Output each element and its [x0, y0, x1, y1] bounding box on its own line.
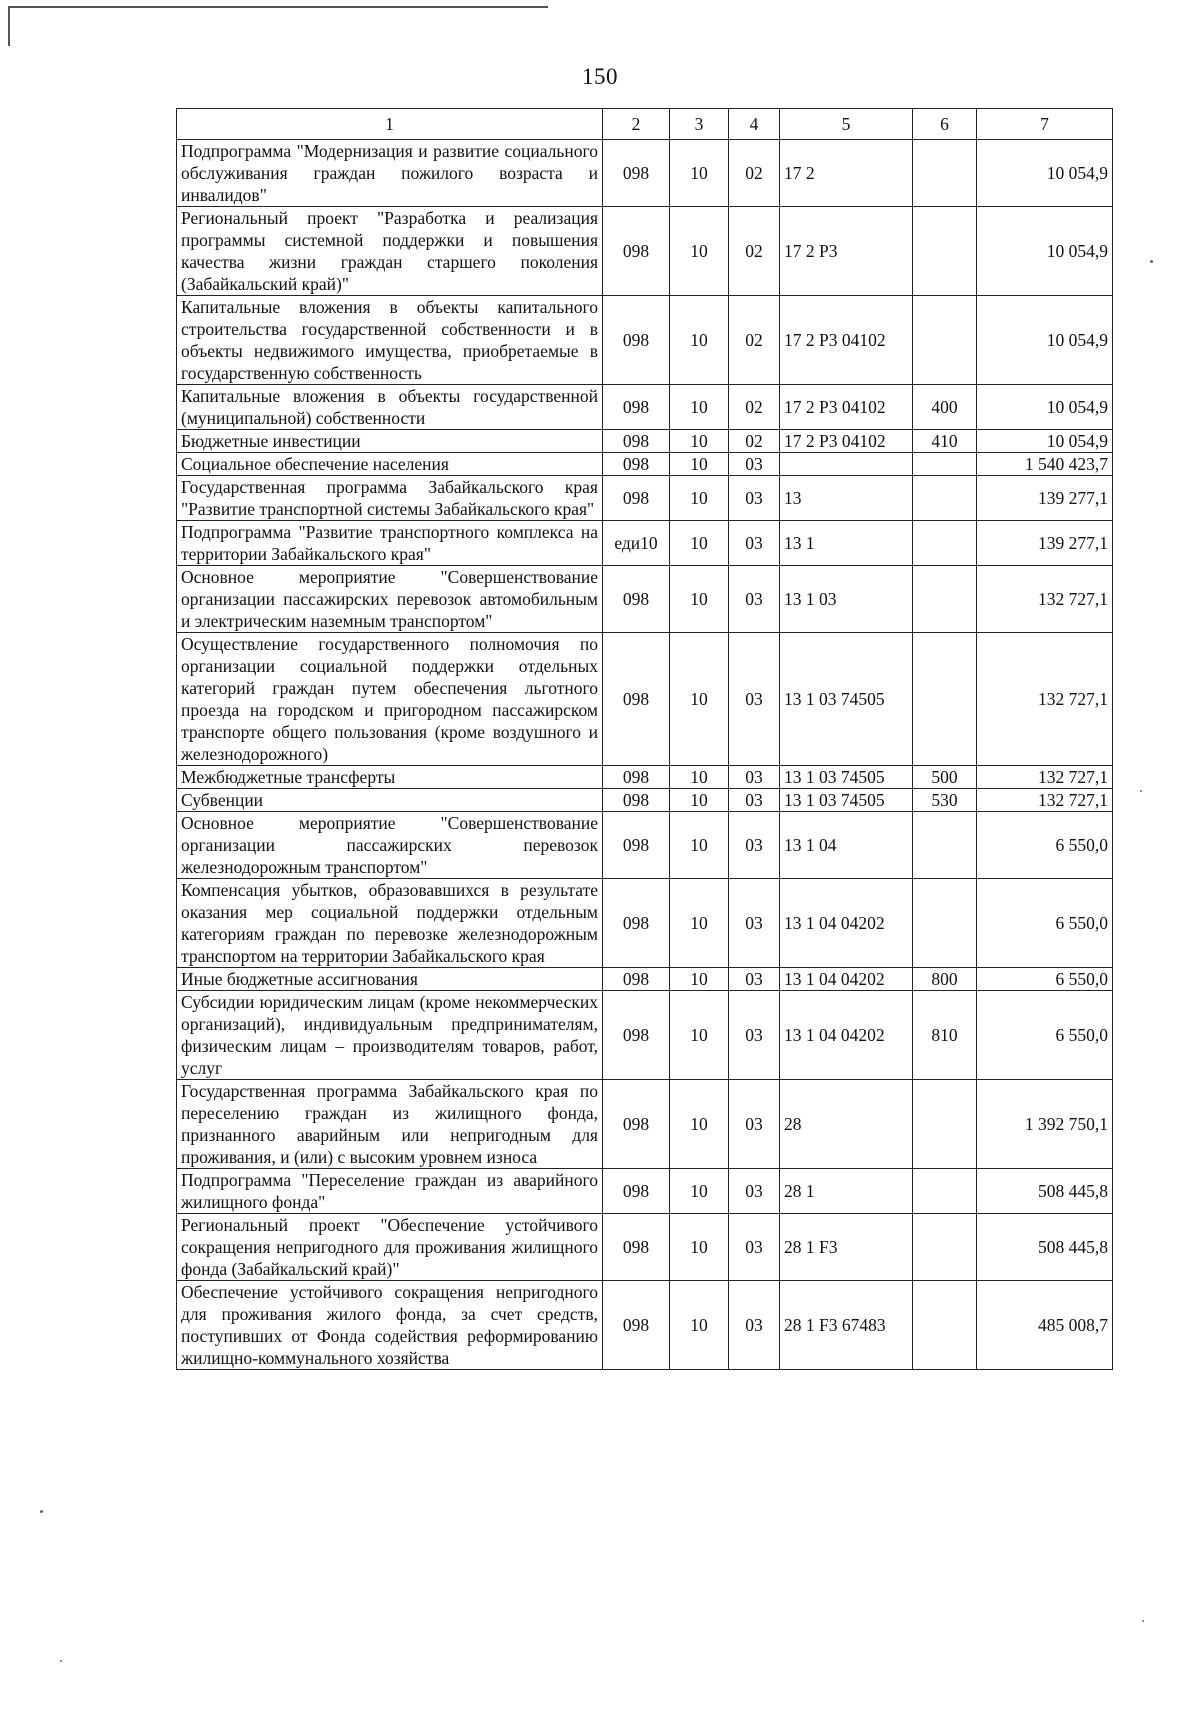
expense-type-cell: 410 [913, 430, 977, 453]
amount-cell: 508 445,8 [977, 1169, 1113, 1214]
expense-type-cell [913, 1281, 977, 1370]
article-code-cell: 03 [729, 1214, 780, 1281]
target-article-cell: 13 1 04 04202 [780, 968, 913, 991]
amount-cell: 10 054,9 [977, 430, 1113, 453]
target-article-cell: 17 2 P3 04102 [780, 385, 913, 430]
table-row [177, 991, 1113, 1080]
article-code-cell: 03 [729, 521, 780, 566]
target-article-cell: 13 [780, 476, 913, 521]
table-row [177, 521, 1113, 566]
target-article-cell [780, 453, 913, 476]
table-row [177, 812, 1113, 879]
subsection-code-cell: 10 [670, 1080, 729, 1169]
table-row [177, 476, 1113, 521]
subsection-code-cell: 10 [670, 789, 729, 812]
article-code-cell: 03 [729, 812, 780, 879]
target-article-cell: 13 1 04 04202 [780, 879, 913, 968]
amount-cell: 10 054,9 [977, 207, 1113, 296]
article-code-cell: 03 [729, 789, 780, 812]
scan-border-left [8, 6, 10, 46]
section-code-cell: 098 [603, 789, 670, 812]
column-header: 5 [780, 109, 913, 140]
section-code-cell: 098 [603, 879, 670, 968]
table-row [177, 430, 1113, 453]
scan-speck [1140, 790, 1142, 792]
expense-type-cell [913, 521, 977, 566]
amount-cell: 6 550,0 [977, 812, 1113, 879]
target-article-cell: 28 1 F3 67483 [780, 1281, 913, 1370]
column-header: 1 [177, 109, 603, 140]
amount-cell: 508 445,8 [977, 1214, 1113, 1281]
amount-cell: 10 054,9 [977, 296, 1113, 385]
expense-type-cell: 800 [913, 968, 977, 991]
target-article-cell: 17 2 [780, 140, 913, 207]
table-row [177, 296, 1113, 385]
section-code-cell: 098 [603, 968, 670, 991]
section-code-cell: 098 [603, 296, 670, 385]
table-row [177, 566, 1113, 633]
amount-cell: 10 054,9 [977, 385, 1113, 430]
subsection-code-cell: 10 [670, 766, 729, 789]
section-code-cell: 098 [603, 812, 670, 879]
amount-cell: 132 727,1 [977, 766, 1113, 789]
expense-type-cell [913, 140, 977, 207]
expense-type-cell [913, 476, 977, 521]
article-code-cell: 02 [729, 140, 780, 207]
section-code-cell: 098 [603, 1080, 670, 1169]
section-code-cell: 098 [603, 566, 670, 633]
section-code-cell: 098 [603, 476, 670, 521]
subsection-code-cell: 10 [670, 812, 729, 879]
table-row [177, 140, 1113, 207]
scan-speck [1142, 1620, 1144, 1622]
article-code-cell: 02 [729, 385, 780, 430]
table-row [177, 633, 1113, 766]
subsection-code-cell: 10 [670, 453, 729, 476]
expense-type-cell [913, 453, 977, 476]
amount-cell: 6 550,0 [977, 991, 1113, 1080]
column-header: 3 [670, 109, 729, 140]
row-name-cell: Иные бюджетные ассигнования [177, 968, 603, 991]
table-row [177, 1080, 1113, 1169]
section-code-cell: 098 [603, 140, 670, 207]
row-name-cell: Бюджетные инвестиции [177, 430, 603, 453]
row-name-cell: Компенсация убытков, образовавшихся в результате оказания мер социальной поддержки отдельным категориям граждан по перевозке железнодорожным транспортом на территории Забайкальского края [177, 879, 603, 968]
row-name-cell: Обеспечение устойчивого сокращения непригодного для проживания жилого фонда, за счет средств, поступивших от Фонда содействия реформированию жилищно-коммунального хозяйства [177, 1281, 603, 1370]
amount-cell: 139 277,1 [977, 476, 1113, 521]
article-code-cell: 03 [729, 766, 780, 789]
amount-cell: 485 008,7 [977, 1281, 1113, 1370]
section-code-cell: 098 [603, 385, 670, 430]
target-article-cell: 13 1 [780, 521, 913, 566]
scan-speck [1150, 260, 1153, 263]
target-article-cell: 28 [780, 1080, 913, 1169]
section-code-cell: 098 [603, 1281, 670, 1370]
target-article-cell: 13 1 04 04202 [780, 991, 913, 1080]
section-code-cell: 098 [603, 207, 670, 296]
scan-border-top [8, 6, 548, 8]
expense-type-cell [913, 812, 977, 879]
target-article-cell: 13 1 03 74505 [780, 766, 913, 789]
subsection-code-cell: 10 [670, 991, 729, 1080]
expense-type-cell: 500 [913, 766, 977, 789]
row-name-cell: Социальное обеспечение населения [177, 453, 603, 476]
table-header-row [177, 109, 1113, 140]
subsection-code-cell: 10 [670, 207, 729, 296]
subsection-code-cell: 10 [670, 1214, 729, 1281]
article-code-cell: 02 [729, 430, 780, 453]
expense-type-cell [913, 566, 977, 633]
expense-type-cell: 810 [913, 991, 977, 1080]
table-row [177, 968, 1113, 991]
table-row [177, 1281, 1113, 1370]
expense-type-cell [913, 296, 977, 385]
row-name-cell: Региональный проект "Обеспечение устойчивого сокращения непригодного для проживания жилищного фонда (Забайкальский край)" [177, 1214, 603, 1281]
subsection-code-cell: 10 [670, 476, 729, 521]
section-code-cell: 098 [603, 633, 670, 766]
expense-type-cell [913, 633, 977, 766]
subsection-code-cell: 10 [670, 879, 729, 968]
amount-cell: 132 727,1 [977, 633, 1113, 766]
row-name-cell: Государственная программа Забайкальского края "Развитие транспортной системы Забайкальского края" [177, 476, 603, 521]
amount-cell: 132 727,1 [977, 566, 1113, 633]
article-code-cell: 03 [729, 453, 780, 476]
target-article-cell: 17 2 P3 04102 [780, 296, 913, 385]
table-row [177, 789, 1113, 812]
table-row [177, 207, 1113, 296]
row-name-cell: Осуществление государственного полномочия по организации социальной поддержки отдельных категорий граждан путем обеспечения льготного проезда на городском и пригородном пассажирском транспорте общего пользования (кроме воздушного и железнодорожного) [177, 633, 603, 766]
table-row [177, 1214, 1113, 1281]
expense-type-cell [913, 1214, 977, 1281]
table-row [177, 1169, 1113, 1214]
section-code-cell: 098 [603, 453, 670, 476]
expense-type-cell [913, 1169, 977, 1214]
article-code-cell: 03 [729, 566, 780, 633]
section-code-cell: 098 [603, 766, 670, 789]
amount-cell: 1 392 750,1 [977, 1080, 1113, 1169]
table-row [177, 766, 1113, 789]
expense-type-cell: 530 [913, 789, 977, 812]
expense-type-cell [913, 207, 977, 296]
section-code-cell: 098 [603, 430, 670, 453]
subsection-code-cell: 10 [670, 1281, 729, 1370]
subsection-code-cell: 10 [670, 430, 729, 453]
row-name-cell: Подпрограмма "Модернизация и развитие социального обслуживания граждан пожилого возраста и инвалидов" [177, 140, 603, 207]
section-code-cell: 098 [603, 1214, 670, 1281]
row-name-cell: Капитальные вложения в объекты государственной (муниципальной) собственности [177, 385, 603, 430]
article-code-cell: 03 [729, 1169, 780, 1214]
article-code-cell: 03 [729, 1080, 780, 1169]
article-code-cell: 03 [729, 991, 780, 1080]
article-code-cell: 03 [729, 1281, 780, 1370]
row-name-cell: Основное мероприятие "Совершенствование организации пассажирских перевозок железнодорожным транспортом" [177, 812, 603, 879]
target-article-cell: 13 1 03 74505 [780, 633, 913, 766]
target-article-cell: 17 2 P3 [780, 207, 913, 296]
section-code-cell: еди10 [603, 521, 670, 566]
amount-cell: 139 277,1 [977, 521, 1113, 566]
row-name-cell: Государственная программа Забайкальского края по переселению граждан из жилищного фонда, признанного аварийным или непригодным для проживания, и (или) с высоким уровнем износа [177, 1080, 603, 1169]
section-code-cell: 098 [603, 1169, 670, 1214]
page-number: 150 [582, 64, 618, 89]
article-code-cell: 03 [729, 968, 780, 991]
row-name-cell: Подпрограмма "Развитие транспортного комплекса на территории Забайкальского края" [177, 521, 603, 566]
scan-speck [40, 1510, 43, 1513]
article-code-cell: 03 [729, 476, 780, 521]
table-row [177, 385, 1113, 430]
subsection-code-cell: 10 [670, 296, 729, 385]
amount-cell: 10 054,9 [977, 140, 1113, 207]
article-code-cell: 03 [729, 879, 780, 968]
row-name-cell: Капитальные вложения в объекты капитального строительства государственной собственности и в объекты недвижимого имущества, приобретаемые в государственную собственность [177, 296, 603, 385]
amount-cell: 132 727,1 [977, 789, 1113, 812]
subsection-code-cell: 10 [670, 521, 729, 566]
row-name-cell: Межбюджетные трансферты [177, 766, 603, 789]
article-code-cell: 03 [729, 633, 780, 766]
row-name-cell: Субвенции [177, 789, 603, 812]
table-row [177, 453, 1113, 476]
row-name-cell: Подпрограмма "Переселение граждан из аварийного жилищного фонда" [177, 1169, 603, 1214]
subsection-code-cell: 10 [670, 566, 729, 633]
target-article-cell: 28 1 F3 [780, 1214, 913, 1281]
subsection-code-cell: 10 [670, 140, 729, 207]
budget-table [176, 108, 1113, 1370]
column-header: 4 [729, 109, 780, 140]
target-article-cell: 13 1 03 [780, 566, 913, 633]
section-code-cell: 098 [603, 991, 670, 1080]
article-code-cell: 02 [729, 296, 780, 385]
row-name-cell: Региональный проект "Разработка и реализация программы системной поддержки и повышения качества жизни граждан старшего поколения (Забайкальский край)" [177, 207, 603, 296]
article-code-cell: 02 [729, 207, 780, 296]
row-name-cell: Субсидии юридическим лицам (кроме некоммерческих организаций), индивидуальным предпринимателям, физическим лицам – производителям товаров, работ, услуг [177, 991, 603, 1080]
expense-type-cell: 400 [913, 385, 977, 430]
row-name-cell: Основное мероприятие "Совершенствование организации пассажирских перевозок автомобильным и электрическим наземным транспортом" [177, 566, 603, 633]
target-article-cell: 13 1 04 [780, 812, 913, 879]
subsection-code-cell: 10 [670, 385, 729, 430]
amount-cell: 6 550,0 [977, 879, 1113, 968]
expense-type-cell [913, 879, 977, 968]
target-article-cell: 17 2 P3 04102 [780, 430, 913, 453]
column-header: 7 [977, 109, 1113, 140]
subsection-code-cell: 10 [670, 1169, 729, 1214]
target-article-cell: 28 1 [780, 1169, 913, 1214]
scan-speck [60, 1660, 62, 1662]
subsection-code-cell: 10 [670, 968, 729, 991]
amount-cell: 1 540 423,7 [977, 453, 1113, 476]
target-article-cell: 13 1 03 74505 [780, 789, 913, 812]
amount-cell: 6 550,0 [977, 968, 1113, 991]
column-header: 6 [913, 109, 977, 140]
table-row [177, 879, 1113, 968]
expense-type-cell [913, 1080, 977, 1169]
column-header: 2 [603, 109, 670, 140]
subsection-code-cell: 10 [670, 633, 729, 766]
